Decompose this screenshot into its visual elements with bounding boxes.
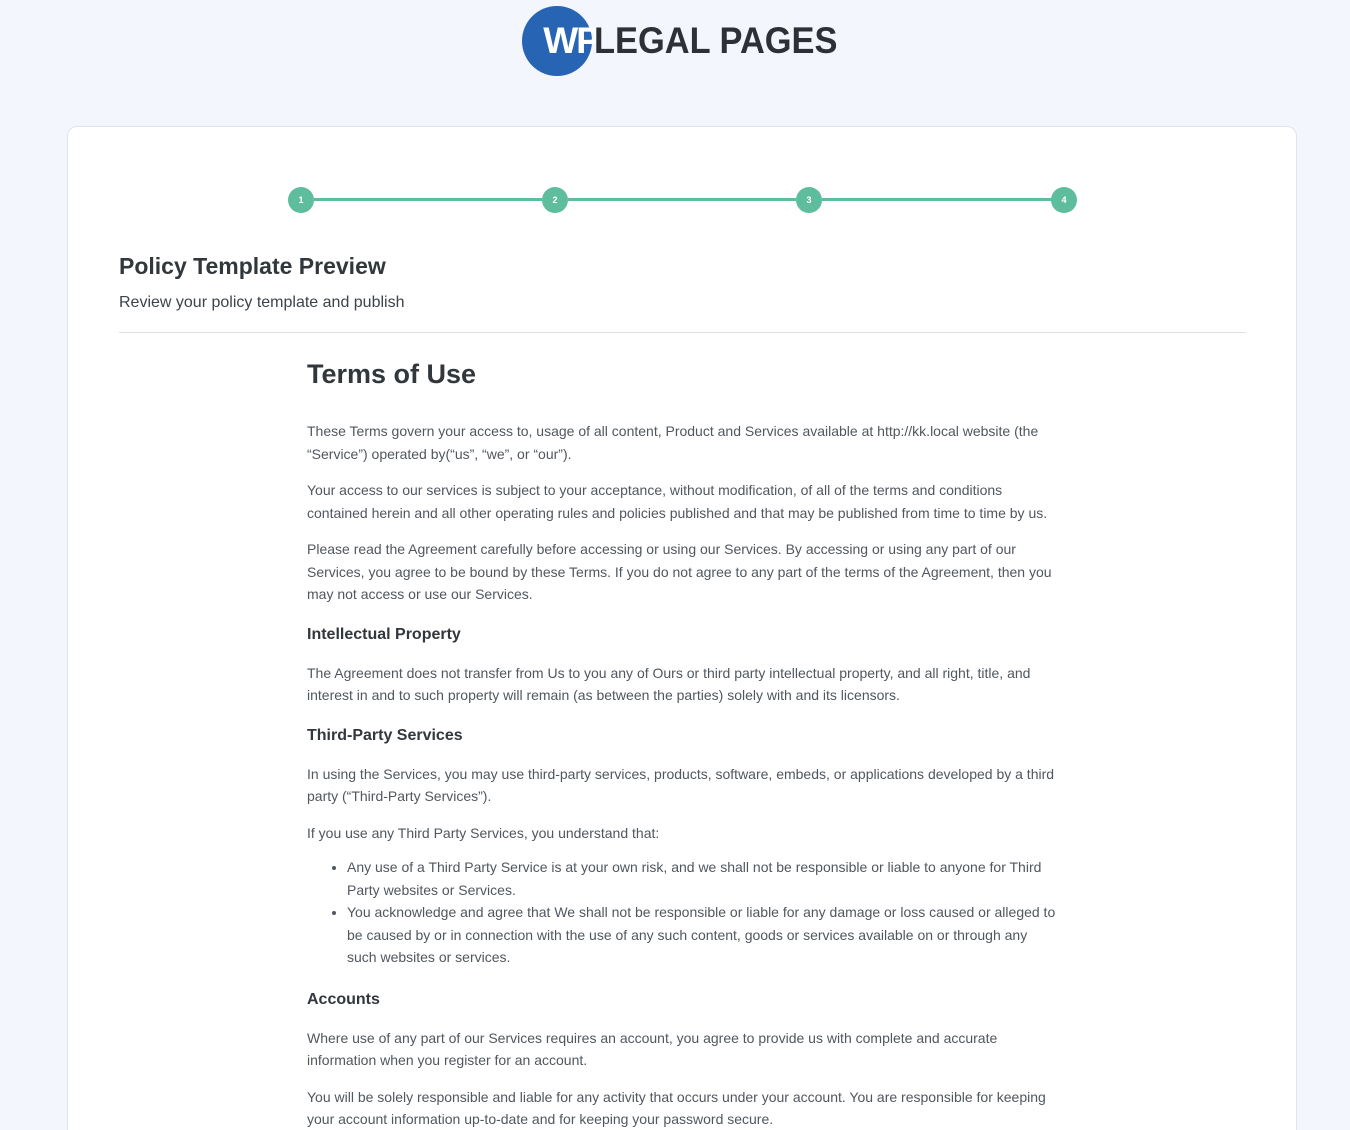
- section-heading-third-party-services: Third-Party Services: [307, 726, 463, 744]
- policy-paragraph: If you use any Third Party Services, you understand that:: [307, 824, 660, 841]
- step-connector: [822, 198, 1052, 201]
- list-item: • Any use of a Third Party Service is at your own risk, and we shall not be responsible or liable to anyone for Third Party websites or Services.: [347, 856, 1057, 901]
- logo-mark: WP: [522, 6, 592, 76]
- third-party-list: [347, 856, 1057, 969]
- policy-paragraph: The Agreement does not transfer from Us to you any of Ours or third party intellectual property, and all right, title, and interest in and to such property will remain (as between the parties) solely with and its licensors.: [307, 664, 1031, 703]
- page-title: Policy Template Preview: [119, 253, 386, 279]
- divider: [119, 332, 1246, 333]
- policy-paragraph: These Terms govern your access to, usage of all content, Product and Services available at http://kk.local website (the “Service”) operated by(“us”, “we”, or “our”).: [307, 423, 1039, 462]
- step-3[interactable]: 3: [796, 187, 822, 213]
- logo-text: LEGAL PAGES: [594, 20, 838, 61]
- page-subtitle: Review your policy template and publish: [119, 294, 405, 311]
- wizard-card: [67, 126, 1297, 1130]
- policy-paragraph: Please read the Agreement carefully before accessing or using our Services. By accessing or using any part of our Services, you agree to be bound by these Terms. If you do not agree to any part of the terms of the Agreement, then you may not access or use our Services.: [307, 541, 1052, 602]
- policy-title: Terms of Use: [307, 359, 477, 389]
- section-heading-accounts: Accounts: [307, 990, 380, 1008]
- policy-paragraph: Your access to our services is subject to your acceptance, without modification, of all of the terms and conditions contained herein and all other operating rules and policies published and that may be published from time to time by us.: [307, 482, 1048, 521]
- step-4[interactable]: 4: [1051, 187, 1077, 213]
- step-connector: [314, 198, 542, 201]
- progress-stepper: [288, 187, 1078, 213]
- list-item: • You acknowledge and agree that We shall not be responsible or liable for any damage or loss caused or alleged to be caused by or in connection with the use of any such content, goods or services available on or through any such websites or services.: [347, 901, 1057, 969]
- step-2[interactable]: 2: [542, 187, 568, 213]
- policy-paragraph: Where use of any part of our Services requires an account, you agree to provide us with complete and accurate information when you register for an account.: [307, 1029, 998, 1068]
- step-1[interactable]: 1: [288, 187, 314, 213]
- policy-paragraph: In using the Services, you may use third-party services, products, software, embeds, or applications developed by a third party (“Third-Party Services”).: [307, 765, 1055, 804]
- section-heading-intellectual-property: Intellectual Property: [307, 625, 461, 643]
- wp-legal-pages-logo: [522, 6, 856, 76]
- policy-paragraph: You will be solely responsible and liable for any activity that occurs under your account. You are responsible for keeping your account information up-to-date and for keeping your password secure.: [307, 1088, 1046, 1127]
- step-connector: [568, 198, 796, 201]
- policy-preview: [307, 357, 1057, 1130]
